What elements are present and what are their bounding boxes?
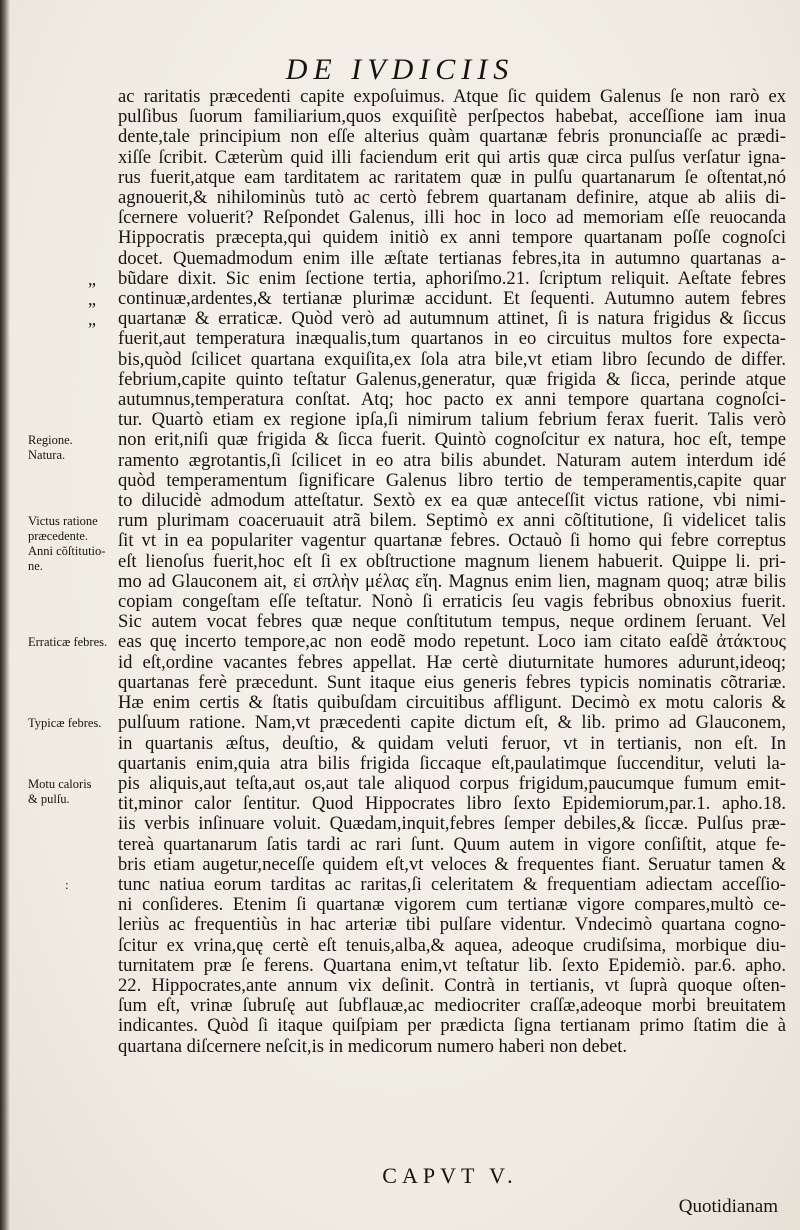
text-line: [118, 249, 786, 269]
text-line: [118, 713, 786, 733]
text-line: [118, 1037, 786, 1057]
margin-note: Motu caloris & pulſu.: [28, 776, 92, 806]
line-text: autumnus,temperatura conſtat. Atq; hoc pacto ex anni tempore quartana cognoſci-: [118, 389, 786, 411]
text-line: [118, 956, 786, 976]
text-line: [118, 148, 786, 168]
text-line: [118, 835, 786, 855]
text-line: [88, 288, 786, 310]
catchword: Quotidianam: [678, 1196, 778, 1217]
line-text: turnitatem præ ſe ferens. Quartana enim,vt teſtatur lib. ſexto Epidemiò. par.6. apho.: [118, 954, 786, 976]
text-line: [118, 188, 786, 208]
text-line: [118, 774, 786, 794]
line-text: ſit vt in ea populariter vagentur quartanæ febres. Octauò ſi homo qui febre correptus: [118, 530, 786, 552]
quotation-mark: „: [88, 289, 96, 310]
line-text: eſt lienoſus fuerit,hoc eſt ſi ex obſtructione magnum lienem habuerit. Quippe li. pri-: [118, 550, 786, 572]
line-text: agnouerit,& nihilominùs tutò ac certò febrem quartanam definire, atque ab aliis di-: [118, 187, 786, 209]
line-text: ſcitur ex vrina,quę certè eſt tenuis,alba,& aquea, adeoque crudiſsima, morbique diu-: [118, 934, 786, 956]
line-text: Hæ enim certis & ſtatis quibuſdam circuitibus affligunt. Decimò ex motu caloris &: [118, 692, 786, 714]
text-line: [88, 267, 786, 289]
text-line: [118, 329, 786, 349]
text-line: [118, 208, 786, 228]
text-line: [118, 754, 786, 774]
text-line: [118, 531, 786, 551]
line-text: eas quę incerto tempore,ac non eodẽ modo repetunt. Loco iam citato eaſdẽ ἀτάκτους: [118, 631, 786, 653]
line-text: copiam congeſtam eſſe teſtatur. Nonò ſi erraticis ſeu vagis febribus obnoxius fuerit.: [118, 591, 786, 613]
line-text: pulſibus ſuorum familiarium,quos exquiſitè perſpectos habebat, acceſſione iam inua: [118, 106, 786, 128]
text-line: [118, 976, 786, 996]
text-line: [118, 390, 786, 410]
line-text: bũdare dixit. Sic enim ſectione tertia, aphoriſmo.21. ſcriptum reliquit. Aeſtate febres: [118, 267, 786, 289]
text-line: [118, 228, 786, 248]
line-text: quòd temperamentum ſignificare Galenus libro tertio de temperamentis,capite quar: [118, 469, 786, 491]
text-line: [118, 451, 786, 471]
line-text: pulſuum ratione. Nam,vt præcedenti capite dictum eſt, & lib. primo ad Glauconem,: [118, 712, 786, 734]
line-text: rus fuerit,atque eam tarditatem ac raritatem quæ in pulſu quartanarum ſe oſtentat,nó: [118, 166, 786, 188]
text-line: [118, 107, 786, 127]
text-line: [118, 855, 786, 875]
text-line: [118, 127, 786, 147]
text-line: [118, 87, 786, 107]
text-line: [118, 794, 786, 814]
body-text: [88, 86, 786, 1057]
line-text: Hippocratis præcepta,qui quidem initiò ex anni tempore quartanam poſſe cognoſci: [118, 227, 786, 249]
text-line: [118, 895, 786, 915]
line-text: quartana diſcernere neſcit,is in medicorum numero haberi non debet.: [118, 1035, 628, 1057]
line-text: indicantes. Quòd ſi itaque quiſpiam per prædicta ſigna tertianam primo ſtatim die à: [118, 1015, 786, 1037]
line-text: quartanas ferè præcedunt. Sunt itaque eius generis febres typicis nominatis cõtrariæ.: [118, 671, 786, 693]
line-text: non erit,niſi quæ frigida & ſicca fuerit. Quintò cognoſcitur ex natura, hoc eſt, tempe: [118, 429, 786, 451]
margin-note: Victus ratione præcedente. Anni cõſtitutio- ne.: [28, 514, 106, 574]
text-line: [118, 168, 786, 188]
line-text: in quartanis æſtus, deuſtio, & quidam veluti feruor, vt in tertianis, non eſt. In: [118, 732, 786, 754]
text-line: [118, 996, 786, 1016]
line-text: 22. Hippocrates,ante annum vix deſinit. Contrà in tertianis, vt ſuprà quoque oſten-: [118, 974, 786, 996]
text-line: [118, 632, 786, 652]
line-text: bris etiam augetur,neceſſe quidem eſt,vt veloces & frequentes fiant. Seruatur tamen &: [118, 853, 786, 875]
line-text: docet. Quemadmodum enim ille æſtate tertianas febres,ita in autumno quartanas a-: [118, 247, 786, 269]
line-text: iis verbis inſinuare voluit. Quædam,inquit,febres ſemper debiles,& ſiccæ. Pulſus præ-: [118, 813, 786, 835]
line-text: bis,quòd ſcilicet quartana exquiſita,ex ſola atra bile,vt etiam libro ſecundo de differ.: [118, 348, 786, 370]
quotation-mark: „: [88, 268, 96, 289]
text-line: [118, 875, 786, 895]
text-line: [118, 814, 786, 834]
chapter-heading: CAPVT V.: [382, 1163, 518, 1188]
line-text: quartanis enim,quia atra bilis frigida ſiccaque eſt,paulatimque ſuccenditur, veluti la-: [118, 752, 786, 774]
line-text: Sic autem vocat febres quæ neque conſtitutum tempus, neque ordinem ſeruant. Vel: [118, 611, 786, 633]
text-line: [118, 653, 786, 673]
line-text: id eſt,ordine vacantes febres appellat. Hæ certè diuturnitate humores adurunt,ideoq;: [118, 651, 786, 673]
line-text: ſcernere voluerit? Reſpondet Galenus, illi hoc in loco ad memoriam eſſe reuocanda: [118, 207, 786, 229]
text-line: [118, 1016, 786, 1036]
margin-note: Typicæ febres.: [28, 716, 102, 731]
text-line: [118, 350, 786, 370]
line-text: rum plurimam coaceruauit atrã bilem. Septimò ex anni cõſtitutione, ſi videlicet talis: [118, 510, 786, 532]
text-line: [118, 552, 786, 572]
line-text: ni conſideres. Etenim ſi quartanæ vigorem cum tertianæ vigore compares,multò ce-: [118, 894, 786, 916]
text-line: [118, 915, 786, 935]
margin-note: Erraticæ febres.: [28, 635, 108, 650]
line-text: tur. Quartò etiam ex regione ipſa,ſi nimirum talium febrium ferax fuerit. Talis verò: [118, 409, 786, 431]
line-text: ramento ægrotantis,ſi ſcilicet in eo atra bilis abundet. Naturam autem interdum idé: [118, 449, 786, 471]
line-text: dente,tale principium non eſſe alterius quàm quartanæ febris pronunciaſſe ac prædi-: [118, 126, 786, 148]
margin-note: Regione. Natura.: [28, 433, 73, 463]
line-text: fuerit,aut temperatura inæqualis,tum quartanos in eo circuitus multos fore expecta-: [118, 328, 786, 350]
line-text: continuæ,ardentes,& tertianæ plurimæ accidunt. Et ſequenti. Autumno autem febres: [118, 288, 786, 310]
line-text: febrium,capite quinto teſtatur Galenus,generatur, quæ frigida & ſicca, perinde atque: [118, 368, 786, 390]
text-line: [118, 572, 786, 592]
line-text: ſum eſt, vrinæ ſubruſę aut ſubflauæ,ac mediocriter craſſæ,adeoque morbi breuitatem: [118, 995, 786, 1017]
text-line: [118, 693, 786, 713]
text-line: [118, 410, 786, 430]
running-head: DE IVDICIIS: [285, 53, 515, 86]
text-line: [118, 612, 786, 632]
text-line: [118, 370, 786, 390]
line-text: leriùs ac frequentiùs in hac arteriæ tibi pulſare videntur. Vndecimò quartana cogno-: [118, 914, 786, 936]
margin-mark: :: [65, 877, 69, 892]
line-text: to dilucidè admodum atteſtatur. Sextò ex ea quæ anteceſſit victus ratione, vbi nimi-: [118, 490, 786, 512]
text-line: [118, 430, 786, 450]
line-text: pis aliquis,aut teſta,aut os,aut tale aliquod corpus frigidum,paucumque fumum emit-: [118, 772, 786, 794]
line-text: quartanæ & erraticæ. Quòd verò ad autumnum attinet, ſi is natura frigidus & ſiccus: [118, 308, 786, 330]
quotation-mark: „: [88, 309, 96, 330]
text-line: [118, 734, 786, 754]
line-text: ac raritatis præcedenti capite expoſuimus. Atque ſic quidem Galenus ſe non rarò ex: [118, 86, 786, 107]
line-text: tit,minor calor ſentitur. Quod Hippocrates libro ſexto Epidemiorum,par.1. apho.18.: [118, 793, 786, 815]
page-gutter-edge: [0, 0, 10, 1230]
line-text: tereà quartanarum ſatis tardi ac rari ſunt. Quum autem in vigore conſiſtit, atque fe-: [118, 833, 786, 855]
text-line: [118, 491, 786, 511]
line-text: tunc natiua eorum tarditas ac raritas,ſi celeritatem & frequentiam adiectam acceſſio-: [118, 873, 786, 895]
text-line: [118, 673, 786, 693]
text-line: [118, 511, 786, 531]
text-line: [118, 471, 786, 491]
text-line: [118, 936, 786, 956]
text-line: [88, 308, 786, 330]
line-text: xiſſe ſcribit. Cæterùm quid illi faciendum erit qui artis quæ circa pulſus verſatur igna-: [118, 146, 786, 168]
line-text: mo ad Glauconem ait, εἰ σπλὴν μέλας εἴη. Magnus enim lien, magnam quoq; atræ bilis: [118, 570, 786, 592]
text-line: [118, 592, 786, 612]
